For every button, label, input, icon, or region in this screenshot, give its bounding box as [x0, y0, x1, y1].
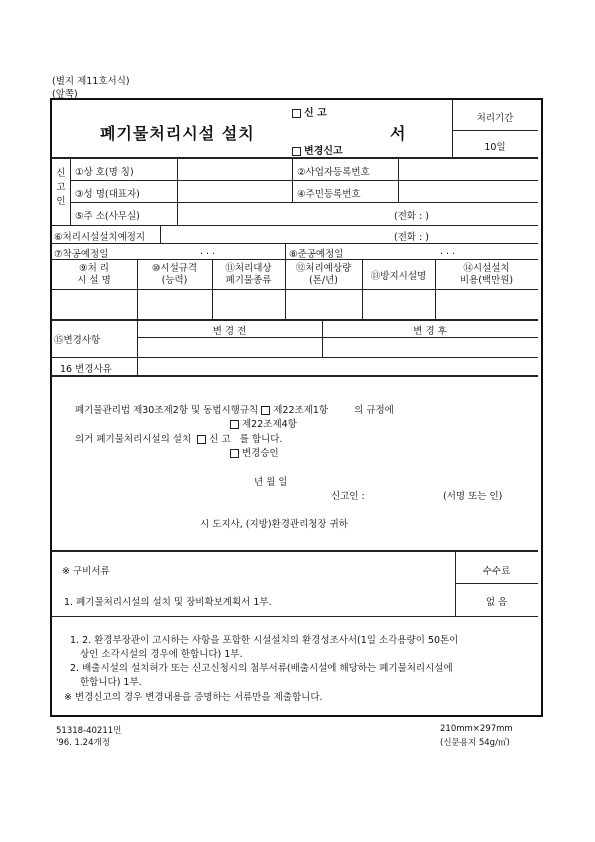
rep-label: ③성 명(대표자): [75, 189, 140, 200]
docs-item1: 1. 폐기물처리시설의 설치 및 장비확보계획서 1부.: [64, 597, 272, 608]
name-label: ①상 호(명 칭): [75, 167, 134, 178]
decl-report-checkbox[interactable]: [197, 435, 206, 444]
start-date-dots: . . .: [200, 246, 216, 257]
reason-label: 16 변경사유: [60, 364, 112, 375]
footer-size: 210mm×297mm: [440, 724, 513, 734]
rule4-checkbox[interactable]: [230, 420, 239, 429]
decl-applicant: 신고인 :: [331, 491, 365, 502]
fee-value: 없 음: [485, 597, 508, 608]
decl-addressee: 시 도지사, (지방)환경관리청장 귀하: [200, 519, 348, 530]
decl-line4: 변경승인: [230, 445, 279, 459]
note2: 2. 배출시설의 설치허가 또는 신고신청시의 첨부서류(배출시설에 해당하는 폐기물처리시설에: [70, 663, 453, 674]
option-report[interactable]: [292, 104, 327, 119]
fee-label: 수수료: [482, 566, 511, 577]
report-checkbox[interactable]: [292, 109, 301, 118]
finish-date-label: ⑧준공예정일: [289, 249, 344, 260]
note1-cont: 상인 소각시설의 경우에 한합니다) 1부.: [80, 649, 243, 660]
note1: 1. 2. 환경부장관이 고시하는 사항을 포함한 시설설치의 환경성조사서(1일 소각용량이 50톤이: [70, 635, 459, 646]
decl-date: 년 월 일: [254, 477, 288, 488]
decl-line3: 의거 폐기물처리시설의 설치 신 고 를 합니다.: [75, 434, 283, 445]
footer-code: 51318-40211민: [56, 726, 122, 736]
before-label: 변 경 전: [212, 326, 247, 337]
title-suffix: 서: [390, 124, 407, 143]
col-facility-name: ⑨처 리 시 설 명: [77, 263, 111, 286]
after-label: 변 경 후: [413, 326, 447, 337]
decl-sign: (서명 또는 인): [443, 491, 503, 502]
decl-line2: 제22조제4항: [230, 416, 297, 430]
form-title: 폐기물처리시설 설치: [100, 124, 255, 143]
rule1-checkbox[interactable]: [261, 406, 270, 415]
reg-no-label: ②사업자등록번호: [297, 167, 370, 178]
col-spec: ⑩시설규격 (능력): [151, 263, 198, 286]
docs-title: ※ 구비서류: [62, 566, 110, 577]
change-checkbox[interactable]: [292, 147, 301, 156]
option-change-label: 변경신고: [304, 146, 343, 157]
processing-period: 10일: [484, 142, 506, 153]
finish-date-dots: . . .: [440, 246, 456, 257]
approval-checkbox[interactable]: [230, 449, 239, 458]
form-number: (별지 제11호서식): [52, 76, 130, 87]
footer-revision: '96. 1.24개정: [56, 738, 110, 748]
col-waste-type: ⑪처리대상 폐기물종류: [225, 263, 272, 286]
phone-field: (전화 : ): [394, 211, 430, 222]
option-report-label: 신 고: [304, 108, 327, 119]
location-phone: (전화 : ): [394, 232, 430, 243]
note3: ※ 변경신고의 경우 변경내용을 증명하는 서류만을 제출합니다.: [64, 692, 323, 703]
col-prevention: ⑬방지시설명: [370, 271, 427, 282]
address-label: ⑤주 소(사무실): [75, 211, 140, 222]
processing-label: 처리기간: [476, 113, 514, 124]
change-label: ⑮변경사항: [54, 335, 101, 346]
applicant-side-label: 신 고 인: [56, 168, 66, 207]
resident-no-label: ④주민등록번호: [297, 189, 361, 200]
location-label: ⑥처리시설설치예정지: [54, 232, 146, 243]
option-change[interactable]: [292, 142, 343, 157]
footer-paper: (신문용지 54g/㎡): [440, 738, 510, 748]
col-cost: ⑭시설설치 비용(백만원): [459, 263, 514, 286]
decl-line1: 폐기물관리법 제30조제2항 및 동법시행규칙 제22조제1항 의 규정에: [75, 405, 394, 416]
start-date-label: ⑦착공예정일: [54, 249, 109, 260]
docs-notes: [52, 628, 537, 708]
note2-cont: 한합니다) 1부.: [80, 677, 142, 688]
page-side: (앞쪽): [52, 89, 78, 100]
col-expected-amount: ⑫처리예상량 (톤/년): [295, 263, 352, 286]
